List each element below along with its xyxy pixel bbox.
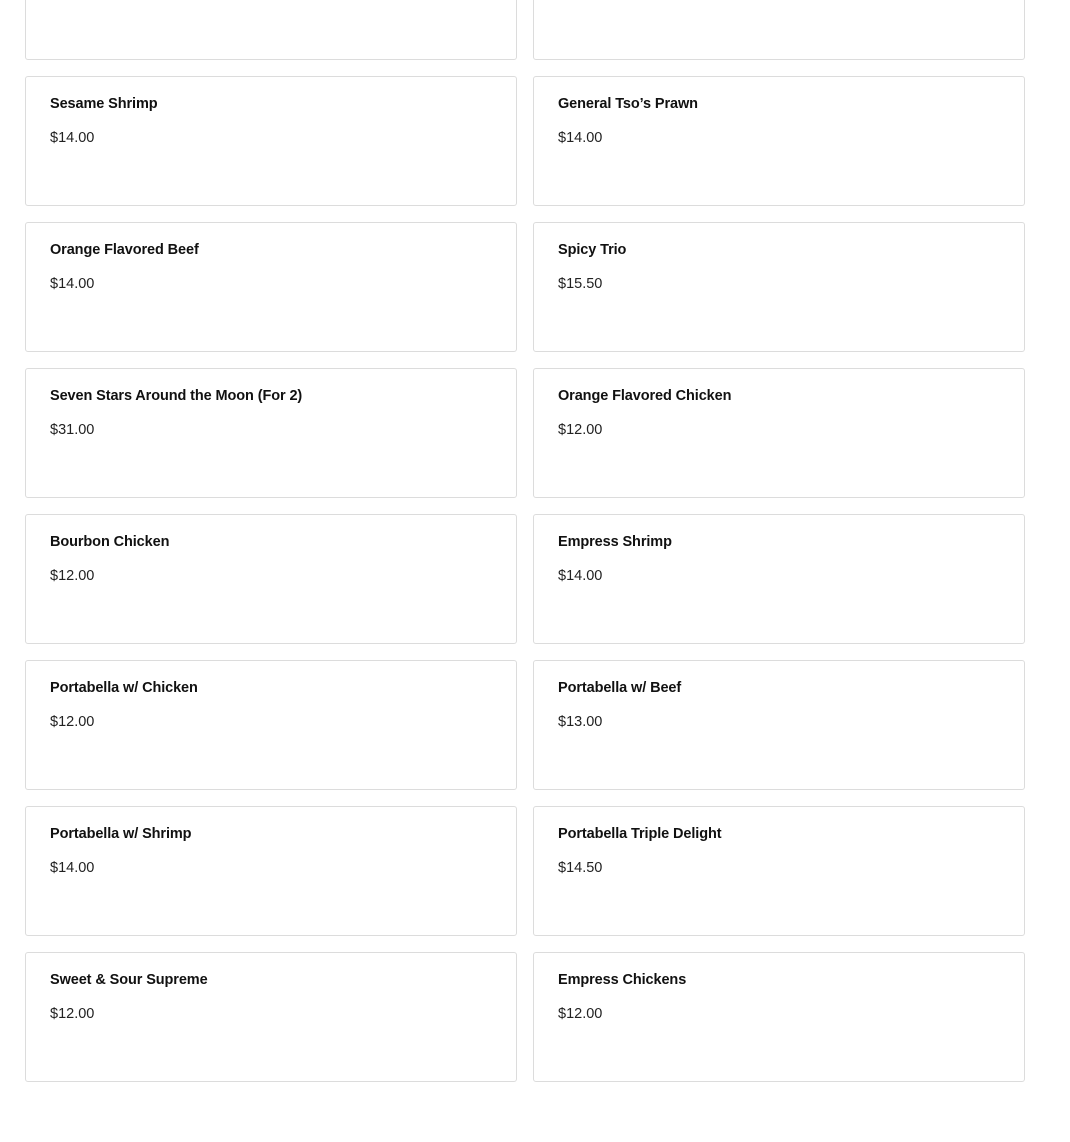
menu-item-name: General Tso’s Prawn: [558, 96, 698, 112]
menu-item-price: $12.00: [50, 568, 95, 584]
menu-item-card[interactable]: [25, 0, 517, 60]
menu-item-price: $14.00: [50, 860, 95, 876]
menu-item-card[interactable]: [533, 0, 1025, 60]
menu-item-name: Portabella w/ Shrimp: [50, 826, 192, 842]
menu-item-price: $14.00: [558, 568, 603, 584]
menu-item-price: $12.00: [50, 714, 95, 730]
menu-item-card[interactable]: [25, 514, 517, 644]
menu-item-name: Orange Flavored Chicken: [558, 388, 732, 404]
menu-item-card[interactable]: [533, 76, 1025, 206]
menu-item-price: $13.00: [558, 714, 603, 730]
menu-item-card[interactable]: [533, 368, 1025, 498]
menu-item-card[interactable]: [25, 368, 517, 498]
menu-item-price: $15.50: [558, 276, 603, 292]
menu-item-card[interactable]: [25, 806, 517, 936]
menu-item-name: Empress Chickens: [558, 972, 687, 988]
menu-item-price: $12.00: [558, 1006, 603, 1022]
menu-item-card[interactable]: [533, 660, 1025, 790]
menu-item-price: [50, 0, 492, 1]
menu-item-name: Orange Flavored Beef: [50, 242, 199, 258]
menu-item-card[interactable]: [25, 76, 517, 206]
menu-item-card[interactable]: [533, 222, 1025, 352]
menu-item-card[interactable]: [25, 660, 517, 790]
menu-item-name: Empress Shrimp: [558, 534, 672, 550]
menu-item-price: [558, 0, 1000, 1]
menu-item-grid: [25, 0, 1025, 1082]
menu-item-name: Seven Stars Around the Moon (For 2): [50, 388, 303, 404]
menu-item-card[interactable]: [533, 952, 1025, 1082]
menu-item-name: Sweet & Sour Supreme: [50, 972, 208, 988]
menu-item-name: Spicy Trio: [558, 242, 627, 258]
menu-item-price: $14.50: [558, 860, 603, 876]
menu-item-card[interactable]: [25, 952, 517, 1082]
menu-item-card[interactable]: [25, 222, 517, 352]
menu-item-name: Sesame Shrimp: [50, 96, 158, 112]
menu-item-card[interactable]: [533, 514, 1025, 644]
menu-item-price: $31.00: [50, 422, 95, 438]
menu-item-card[interactable]: [533, 806, 1025, 936]
menu-item-price: $12.00: [558, 422, 603, 438]
menu-item-price: $14.00: [50, 130, 95, 146]
menu-item-price: $14.00: [50, 276, 95, 292]
menu-item-name: Portabella w/ Chicken: [50, 680, 198, 696]
menu-item-name: Bourbon Chicken: [50, 534, 170, 550]
menu-item-name: Portabella Triple Delight: [558, 826, 722, 842]
menu-item-name: Portabella w/ Beef: [558, 680, 682, 696]
menu-item-price: $12.00: [50, 1006, 95, 1022]
menu-item-price: $14.00: [558, 130, 603, 146]
